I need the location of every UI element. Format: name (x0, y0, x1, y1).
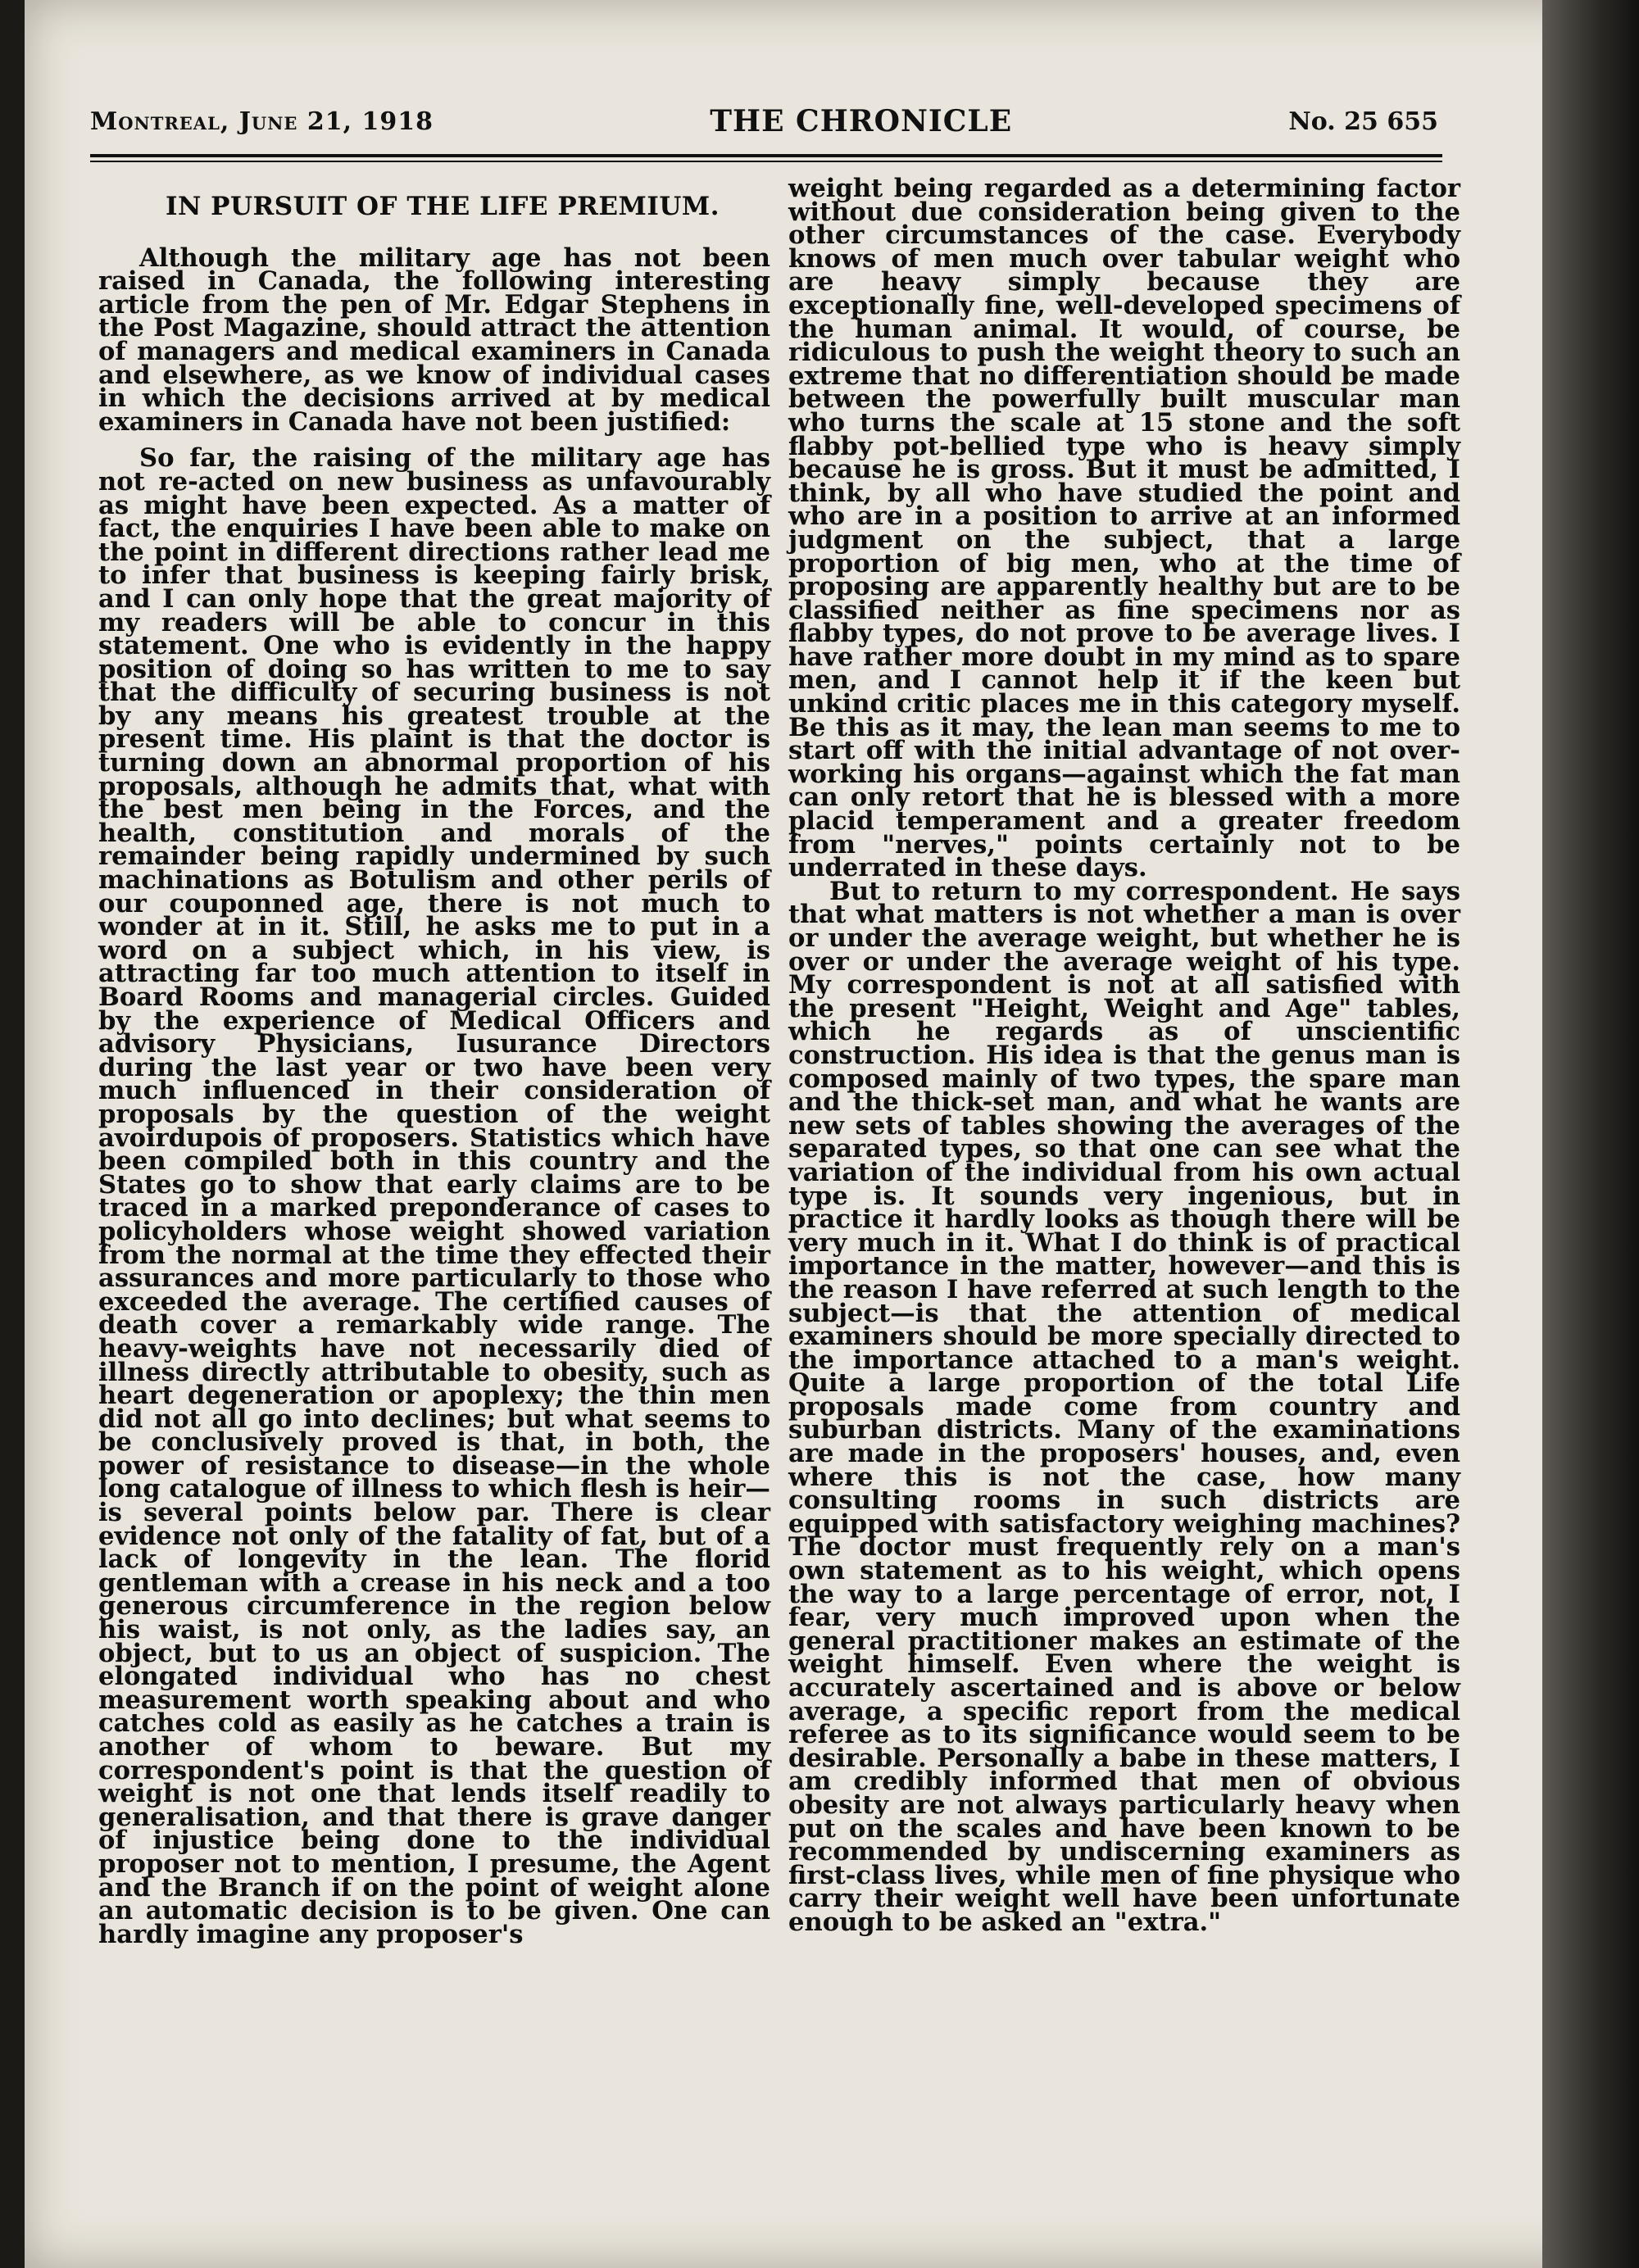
article-paragraph-2: weight being regarded as a determining factor without due consideration being given to the other circumstances of the case. Everybody knows of men much over tabular weight who are heavy simply because they are exceptionally fine, well-developed specimens of the human animal. It would, of course, be ridiculous to push the weight theory to such an extreme that no differentiation should be made between the powerfully built muscular man who turns the scale at 15 stone and the soft flabby pot-bellied type who is heavy simply because he is gross. But it must be admitted, I think, by all who have studied the point and who are in a position to arrive at an informed judgment on the subject, that a large proportion of big men, who at the time of proposing are apparently healthy but are to be classified neither as fine specimens nor as flabby types, do not prove to be average lives. I have rather more doubt in my mind as to spare men, and I cannot help it if the keen but unkind critic places me in this category myself. Be this as it may, the lean man seems to me to start off with the initial advantage of not over-working his organs—against which the fat man can only retort that he is blessed with a more placid temperament and a greater freedom from "nerves," points certainly not to be underrated in these days. (788, 174, 1460, 883)
header-dateline: Montreal, June 21, 1918 (90, 107, 434, 136)
scan-edge-shadow (1542, 0, 1639, 2268)
newspaper-page (25, 0, 1598, 2268)
page-header (90, 97, 1438, 146)
header-issue-page: No. 25 655 (1288, 107, 1438, 136)
article-title: IN PURSUIT OF THE LIFE PREMIUM. (166, 192, 720, 221)
article-paragraph-3: But to return to my correspondent. He says that what matters is not whether a man is over or under the average weight, but whether he is over or under the average weight of his type. My correspondent is not at all satisfied with the present "Height, Weight and Age" tables, which he regards as of unscientific construction. His idea is that the genus man is composed mainly of two types, the spare man and the thick-set man, and what he wants are new sets of tables showing the averages of the separated types, so that one can see what the variation of the individual from his own actual type is. It sounds very ingenious, but in practice it hardly looks as though there will be very much in it. What I do think is of practical importance in the matter, however—and this is the reason I have referred at such length to the subject—is that the attention of medical examiners should be more specially directed to the importance attached to a man's weight. Quite a large proportion of the total Life proposals made come from country and suburban districts. Many of the examinations are made in the proposers' houses, and, even where this is not the case, how many consulting rooms in such districts are equipped with satisfactory weighing machines? The doctor must frequently rely on a man's own statement as to his weight, which opens the way to a large percentage of error, not, I fear, very much improved upon when the general practitioner makes an estimate of the weight himself. Even where the weight is accurately ascertained and is above or below average, a specific report from the medical referee as to its significance would seem to be desirable. Personally a babe in these matters, I am credibly informed that men of obvious obesity are not always particularly heavy when put on the scales and have been known to be recommended by undiscerning examiners as first-class lives, while men of fine physique who carry their weight well have been unfortunate enough to be asked an "extra." (788, 876, 1460, 1937)
header-rule (90, 154, 1442, 162)
header-masthead: THE CHRONICLE (710, 104, 1013, 138)
article-intro: Although the military age has not been raised in Canada, the following interesting article from the pen of Mr. Edgar Stephens in the Post Magazine, should attract the attention of managers and medical examiners in Canada and elsewhere, as we know of individual cases in which the decisions arrived at by medical examiners in Canada have not been justified: (98, 243, 770, 437)
left-column (98, 180, 770, 1949)
right-column (788, 174, 1460, 1937)
article-paragraph-1: So far, the raising of the military age has not re-acted on new business as unfavourably as might have been expected. As a matter of fact, the enquiries I have been able to make on the point in different directions rather lead me to infer that business is keeping fairly brisk, and I can only hope that the great majority of my readers will be able to concur in this statement. One who is evidently in the happy position of doing so has written to me to say that the difficulty of securing business is not by any means his greatest trouble at the present time. His plaint is that the doctor is turning down an abnormal proportion of his proposals, although he admits that, what with the best men being in the Forces, and the health, constitution and morals of the remainder being rapidly undermined by such machinations as Botulism and other perils of our couponned age, there is not much to wonder at in it. Still, he asks me to put in a word on a subject which, in his view, is attracting far too much attention to itself in Board Rooms and managerial circles. Guided by the experience of Medical Officers and advisory Physicians, Iusurance Directors during the last year or two have been very much influenced in their consideration of proposals by the question of the weight avoirdupois of proposers. Statistics which have been compiled both in this country and the States go to show that early claims are to be traced in a marked preponderance of cases to policyholders whose weight showed variation from the normal at the time they effected their assurances and more particularly to those who exceeded the average. The certified causes of death cover a remarkably wide range. The heavy-weights have not necessarily died of illness directly attributable to obesity, such as heart degeneration or apoplexy; the thin men did not all go into declines; but what seems to be conclusively proved is that, in both, the power of resistance to disease—in the whole long catalogue of illness to which flesh is heir—is several points below par. There is clear evidence not only of the fatality of fat, but of a lack of longevity in the lean. The florid gentleman with a crease in his neck and a too generous circumference in the region below his waist, is not only, as the ladies say, an object, but to us an object of suspicion. The elongated individual who has no chest measurement worth speaking about and who catches cold as easily as he catches a train is another of whom to beware. But my correspondent's point is that the question of weight is not one that lends itself readily to generalisation, and that there is grave danger of injustice being done to the individual proposer not to mention, I presume, the Agent and the Branch if on the point of weight alone an automatic decision is to be given. One can hardly imagine any proposer's (98, 443, 770, 1949)
